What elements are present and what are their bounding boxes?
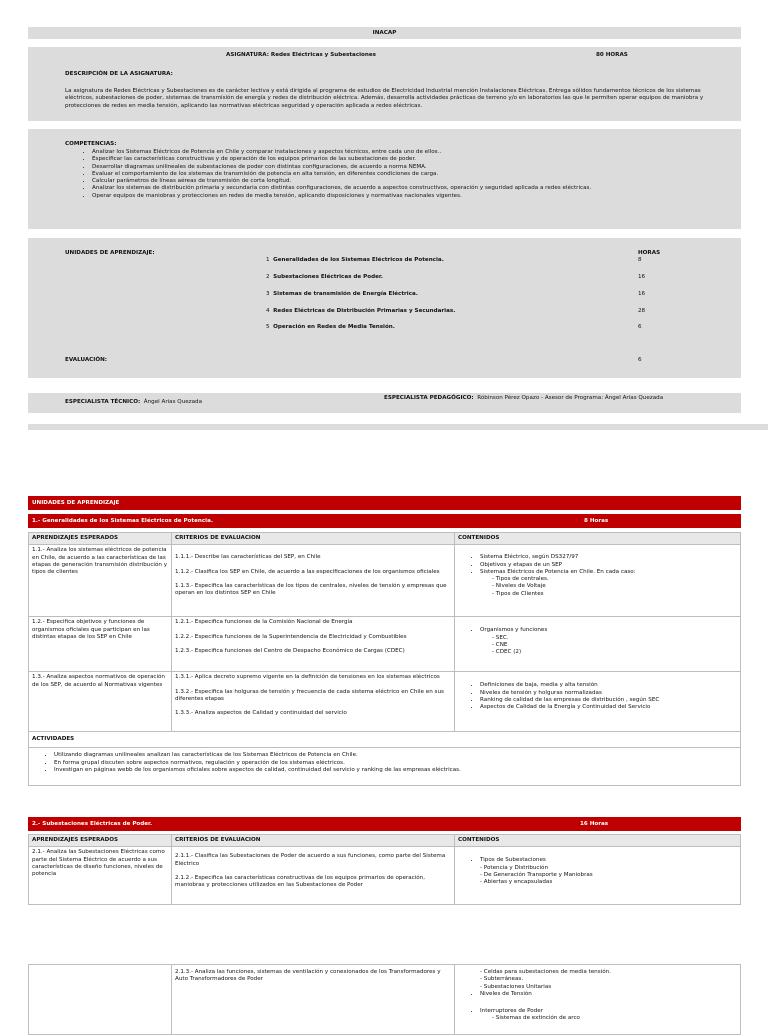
competencias-list xyxy=(70,149,732,200)
unit2-title: 2.- Subestaciones Eléctricas de Poder. xyxy=(32,821,153,827)
unidad-hours: 16 xyxy=(638,291,646,297)
criterio: 1.2.2.- Especifica funciones de la Superintendencia de Electricidad y Combustibles xyxy=(175,633,407,640)
unidad-number: 2 xyxy=(266,274,270,280)
contenido-sub: - Abiertas y encapsuladas xyxy=(480,879,553,886)
criterio: 1.1.3.- Especifica las características de los tipos de centrales, niveles de tensión y empresas que operan en los distintos SEP en Chile xyxy=(175,582,447,597)
unidad-row xyxy=(266,291,418,298)
table-row xyxy=(29,965,741,1035)
col-aprendizajes: APRENDIZAJES ESPERADOS xyxy=(29,835,172,847)
unit1-hours: 8 Horas xyxy=(584,518,609,524)
criterio: 2.1.1.- Clasifica las Subestaciones de Poder de acuerdo a sus funciones, como parte del Sistema Eléctrico xyxy=(175,853,446,867)
contenido: • Definiciones de baja, media y alta tensión xyxy=(480,682,737,689)
contenido-sub: - CDEC (2) xyxy=(492,649,522,656)
contenido-sub: - Sistemas de extinción de arco xyxy=(492,1015,580,1022)
aprendizaje-cell: 1.3.- Analiza aspectos normativos de operación de los SEP, de acuerdo al Normativas vigentes xyxy=(29,672,172,732)
criterio: 2.1.3.- Analiza las funciones, sistemas de ventilación y conexionados de los Transformadores y Auto Transformadores de Poder xyxy=(172,965,455,1035)
unit2-table-continued xyxy=(28,964,741,1035)
contenido: • Aspectos de Calidad de la Energía y Continuidad del Servicio xyxy=(480,704,737,711)
col-criterios: CRITERIOS DE EVALUACION xyxy=(172,835,455,847)
unidades-header-bar: UNIDADES DE APRENDIZAJE xyxy=(28,496,741,510)
criterio: 2.1.2.- Especifica las características constructivas de los equipos primarios de operación, maniobras y protecciones utilizados en las Subestaciones de Poder xyxy=(175,874,425,889)
criterios-cell xyxy=(172,617,455,672)
unit2-hours: 16 Horas xyxy=(580,821,609,827)
contenidos-cell xyxy=(455,617,741,672)
unit1-title-bar xyxy=(28,514,741,528)
criterio: 1.2.1.- Especifica funciones de la Comisión Nacional de Energía xyxy=(175,619,353,626)
unidad-number: 5 xyxy=(266,324,270,330)
criterio: 1.3.1.- Aplica decreto supremo vigente en la definición de tensiones en los sistemas eléctricos xyxy=(175,674,440,681)
descripcion-text: La asignatura de Redes Eléctricas y Subestaciones es de carácter lectiva y está dirigida al programa de estudios de Electricidad Industrial mención Instalaciones Eléctricas. Entrega sólidos fundamentos técnicos de los sistemas eléctricos, subestaciones de poder, sistemas de transmisión de energía y redes de distribución eléctrica. Además, desarrolla actividades prácticas de terreno y/o en laboratorios las que le permiten operar equipos de maniobra y protecciones de redes en media tensión, aplicando las normativas eléctricas seguridad y operación aplicada a redes eléctricas. xyxy=(65,88,704,109)
contenido-sub: - Tipos de Clientes xyxy=(492,590,544,597)
unit2-table xyxy=(28,834,741,905)
contenido-sub: - Tipos de centrales. xyxy=(492,576,549,583)
competencia-item: • Analizar los Sistemas Eléctricos de Potencia en Chile y comparar instalaciones y aspectos técnicos, entre cada uno de ellos.. xyxy=(92,149,732,156)
aprendizaje-cell: 1.2.- Especifica objetivos y funciones de organismos oficiales que participan en las distintas etapas de los SEP en Chile xyxy=(29,617,172,672)
col-aprendizajes: APRENDIZAJES ESPERADOS xyxy=(29,533,172,545)
contenido-sub: - Niveles de Voltaje xyxy=(492,583,546,590)
aprendizaje-cell: 2.1.- Analiza las Subestaciones Eléctricas como parte del Sistema Eléctrico de acuerdo a sus características de diseño funciones, niveles de potencia xyxy=(29,847,172,905)
horas-header: HORAS xyxy=(638,250,661,256)
unit1-table xyxy=(28,532,741,786)
competencia-item: • Analizar los sistemas de distribución primaria y secundaria con distintas configuraciones, de acuerdo a aspectos constructivos, operación y seguridad aplicada a redes eléctricas. xyxy=(92,185,732,192)
unidad-row xyxy=(266,257,444,264)
unit2-title-bar xyxy=(28,817,741,831)
contenido: • Tipos de Subestaciones xyxy=(480,857,737,864)
contenido: • Interruptores de Poder xyxy=(480,1008,737,1015)
esp-tecnico-label: ESPECIALISTA TÉCNICO: xyxy=(65,399,141,405)
competencias-box xyxy=(28,129,741,229)
actividades-label: ACTIVIDADES xyxy=(29,732,741,748)
contenido: • Niveles de tensión y holguras normalizadas xyxy=(480,690,737,697)
unidad-hours: 16 xyxy=(638,274,646,280)
institution-header-bar xyxy=(28,27,741,39)
esp-pedagogico-label: ESPECIALISTA PEDAGÓGICO: xyxy=(384,395,474,401)
aprendizaje-cell: 1.1.- Analiza los sistemas eléctricos de potencia en Chile, de acuerdo a las características de las etapas de generación transmisión distribución y tipos de clientes xyxy=(29,545,172,617)
contenido: • Sistema Eléctrico, según DS327/97 xyxy=(480,554,737,561)
unidad-name: Operación en Redes de Media Tensión. xyxy=(273,324,395,330)
contenido: • Ranking de calidad de las empresas de distribución , según SEC xyxy=(480,697,737,704)
contenidos-cell xyxy=(455,965,741,1035)
table-row xyxy=(29,672,741,732)
contenidos-cell xyxy=(455,545,741,617)
actividad: • Utilizando diagramas unilineales analizan las características de los Sistemas Eléctricos de Potencia en Chile. xyxy=(54,752,737,759)
contenido-sub: - CNE xyxy=(492,641,508,648)
criterio: 1.1.2.- Clasifica los SEP en Chile, de acuerdo a las especificaciones de los organismos oficiales xyxy=(175,568,440,575)
unidad-hours: 28 xyxy=(638,308,646,314)
actividad: • En forma grupal discuten sobre aspectos normativos, regulación y operación de los sistemas eléctricos. xyxy=(54,760,737,767)
especialista-tecnico xyxy=(65,399,202,406)
table-row xyxy=(29,545,741,617)
unidad-number: 4 xyxy=(266,308,270,314)
total-hours: 80 HORAS xyxy=(596,52,628,58)
esp-pedagogico-value: Róbinson Pérez Opazo - Asesor de Programa: Ángel Arias Quezada xyxy=(477,395,664,401)
competencia-item: • Desarrollar diagramas unilineales de subestaciones de poder con distintas configuraciones, de acuerdo a norma NEMA. xyxy=(92,164,732,171)
unit1-title: 1.- Generalidades de los Sistemas Eléctricos de Potencia. xyxy=(32,518,213,524)
evaluacion-hours: 6 xyxy=(638,357,642,363)
unidad-name: Sistemas de transmisión de Energía Eléctrica. xyxy=(273,291,418,297)
unidad-row xyxy=(266,324,395,331)
contenido: • Sistemas Eléctricos de Potencia en Chile. En cada caso: xyxy=(480,569,737,576)
criterios-cell xyxy=(172,847,455,905)
esp-tecnico-value: Ángel Arias Quezada xyxy=(143,399,203,405)
aprendizaje-cell xyxy=(29,965,172,1035)
unidad-number: 1 xyxy=(266,257,270,263)
unidad-number: 3 xyxy=(266,291,270,297)
actividades-cell xyxy=(29,748,741,786)
contenidos-cell xyxy=(455,847,741,905)
descripcion-title: DESCRIPCIÓN DE LA ASIGNATURA: xyxy=(65,71,173,77)
actividad: • Investigan en páginas webb de los organismos oficiales sobre aspectos de calidad, continuidad del servicio y ranking de las empresas eléctricas. xyxy=(54,767,737,774)
especialistas-box xyxy=(28,393,741,413)
criterio: 1.1.1.- Describe las características del SEP, en Chile xyxy=(175,554,321,561)
col-criterios: CRITERIOS DE EVALUACION xyxy=(172,533,455,545)
contenido-sub: - Potencia y Distribución xyxy=(480,864,549,871)
competencia-item: • Evaluar el comportamiento de los sistemas de transmisión de potencia en alta tensión, en diferentes condiciones de carga. xyxy=(92,171,732,178)
col-contenidos: CONTENIDOS xyxy=(455,533,741,545)
asignatura-value: Redes Eléctricas y Subestaciones xyxy=(270,52,377,58)
asignatura-label: ASIGNATURA: xyxy=(226,52,269,58)
unidad-row xyxy=(266,274,383,281)
evaluacion-label: EVALUACIÓN: xyxy=(65,357,108,363)
criterios-cell xyxy=(172,545,455,617)
unidad-hours: 8 xyxy=(638,257,642,263)
contenido: • Organismos y funciones xyxy=(480,627,737,634)
competencia-item: • Calcular parámetros de líneas aéreas de transmisión de corta longitud. xyxy=(92,178,732,185)
description-box xyxy=(28,47,741,121)
criterio: 1.3.2.- Especifica las holguras de tensión y frecuencia de cada sistema eléctrico en Chile en sus diferentes etapas xyxy=(175,688,444,702)
contenidos-cell xyxy=(455,672,741,732)
table-row xyxy=(29,847,741,905)
contenido-sub: - Celdas para subestaciones de media tensión. xyxy=(480,969,611,975)
table-row xyxy=(29,617,741,672)
unidad-name: Redes Eléctricas de Distribución Primarias y Secundarias. xyxy=(273,308,456,314)
unidad-name: Subestaciones Eléctricas de Poder. xyxy=(273,274,383,280)
contenido-sub: - SEC. xyxy=(492,634,509,641)
competencia-item: • Especificar las características constructivas y de operación de los equipos primarios de las subestaciones de poder. xyxy=(92,156,732,163)
unidades-title: UNIDADES DE APRENDIZAJE: xyxy=(65,250,155,256)
criterio: 1.3.3.- Analiza aspectos de Calidad y continuidad del servicio xyxy=(175,710,347,717)
unidad-name: Generalidades de los Sistemas Eléctricos de Potencia. xyxy=(273,257,444,263)
contenido-sub: - Subestaciones Unitarias xyxy=(480,983,552,990)
especialista-pedagogico xyxy=(384,395,724,402)
competencia-item: • Operar equipos de maniobras y protecciones en redes de media tensión, aplicando disposiciones y normativas nacionales vigentes. xyxy=(92,193,732,200)
criterios-cell xyxy=(172,672,455,732)
contenido-sub: - Subterráneas. xyxy=(480,976,524,983)
contenido: • Niveles de Tensión xyxy=(480,991,737,998)
col-contenidos: CONTENIDOS xyxy=(455,835,741,847)
criterio: 1.2.3.- Especifica funciones del Centro de Despacho Económico de Cargas (CDEC) xyxy=(175,647,405,654)
competencias-title: COMPETENCIAS: xyxy=(65,141,117,147)
contenido-sub: - De Generación Transporte y Maniobras xyxy=(480,871,593,878)
page-separator xyxy=(28,424,768,430)
institution-name: INACAP xyxy=(372,30,397,36)
unidades-box xyxy=(28,238,741,378)
contenido: • Objetivos y etapas de un SEP xyxy=(480,562,737,569)
unidad-row xyxy=(266,308,455,315)
unidad-hours: 6 xyxy=(638,324,642,330)
asignatura-line xyxy=(226,52,376,59)
